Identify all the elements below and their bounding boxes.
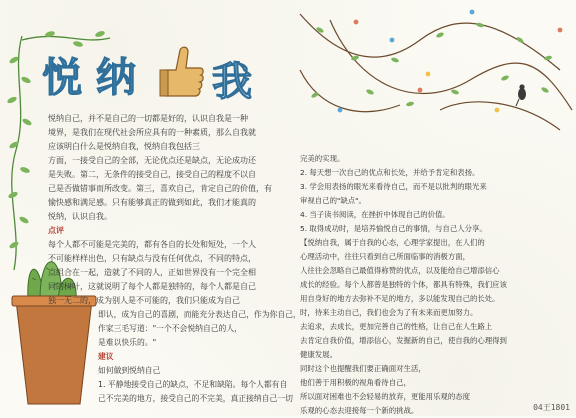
text-line: 悦纳，认识自我。: [48, 212, 112, 221]
text-line: 方面，一接受自己的全部，无论优点还是缺点，无论成功还: [48, 156, 256, 165]
text-line: 去肯定自我价值，增添信心，发掘新的自己，使自我的心理得到: [300, 336, 507, 345]
text-line: 1. 平静地接受自己的缺点，不足和缺陷。每个人都有自: [98, 380, 288, 389]
text-line: 是难以快乐的。": [98, 338, 157, 347]
text-line: 是失败。第二，无条件的接受自己，接受自己的程度不以自: [48, 170, 256, 179]
title-char-1: 悦: [42, 54, 84, 101]
text-line: 用自身好的地方去弥补不足的地方，多以能发现自己的长处。: [300, 294, 500, 303]
text-line: 他们善于用积极的视角看待自己，: [300, 378, 411, 387]
thumbs-up-icon: [156, 44, 206, 106]
text-line: 所以面对困难也不会轻易的放弃，更能用乐观的态度: [300, 392, 470, 401]
text-line: 4. 当子读书阅读，在挫折中体现自己的价值。: [300, 210, 450, 219]
text-line: 每个人都不可能是完美的，都有各自的长处和短处，一个人: [48, 240, 256, 249]
text-line: 同的树叶，这就说明了每个人都是独特的，每个人都是自己: [48, 282, 256, 291]
text-line: 人往往会忽略自己最值得称赞的优点，以及能给自己增添信心: [300, 266, 500, 275]
text-line: 即认，成为自己的喜剧，而能充分表达自己，作为你自己，: [98, 310, 301, 319]
text-line: 完美的实现。: [300, 154, 345, 163]
text-line: 境界，是我们在现代社会所应具有的一种素质，那么自我就: [48, 128, 256, 137]
text-line: 如何做到悦纳自己: [98, 366, 161, 375]
text-line: 心理活动中，往往只看到自己所面临事的消极方面，: [300, 252, 470, 261]
text-line: 己不完美的地方，接受自己的不完美，真正接纳自己一切: [98, 394, 293, 403]
text-line: 时，待来主动自己，我们也会为了有未来而更加努力。: [300, 308, 478, 317]
text-line: 应该明白什么是悦纳自我，悦纳自我包括三: [48, 142, 200, 151]
bird-icon: [516, 84, 526, 106]
text-line: 作家三毛写道："一个不会悦纳自己的人，: [98, 324, 242, 333]
text-line: 愉快感和满足感。只有能够真正的做到如此，我们才能真的: [48, 198, 256, 207]
signature: 04王1801: [533, 403, 570, 412]
left-column-text: [48, 112, 272, 308]
text-line: 乐观的心态去迎接每一个新的挑战。: [300, 406, 419, 415]
middle-column-text: [98, 308, 301, 406]
text-line: 建议: [98, 352, 114, 361]
text-line: 2. 每天想一次自己的优点和长处，并给予肯定和表扬。: [300, 168, 480, 177]
text-line: 【悦纳自我，属于自我的心态，心理学家提出，在人们的: [300, 238, 485, 247]
text-line: 己是否做错事而所改变。第三，喜欢自己，肯定自己的价值，有: [48, 184, 272, 193]
text-line: 点评: [48, 226, 64, 235]
text-line: 去追求，去成长，更加完善自己的性格，让自己在人生路上: [300, 322, 493, 331]
text-line: 5. 取得成功时，是培养愉悦自己的事情，与自己人分享。: [300, 224, 487, 233]
poster-title: [42, 42, 282, 104]
text-line: 不可能样样出色，只有缺点与没有任何优点，不同的特点，: [48, 254, 256, 263]
text-line: 同时这个也提醒我们要正确面对生活，: [300, 364, 426, 373]
text-line: 3. 学会用表扬的眼光来看待自己，而不是以批判的眼光来: [300, 182, 487, 191]
title-char-2: 纳: [96, 54, 138, 101]
text-line: 悦纳自己，并不是自己的一切都是好的，认识自我是一种: [48, 114, 248, 123]
text-line: 健康发展。: [300, 350, 337, 359]
text-line: 成长的经验。每个人都曾是独特的个体，都具有特殊，我们应该: [300, 280, 507, 289]
title-char-3: 我: [212, 58, 254, 105]
text-line: 点组合在一起，造就了不同的人，正如世界没有一个完全相: [48, 268, 256, 277]
text-line: 审视自己的"缺点"。: [300, 196, 366, 205]
text-line: 独一无二的，成为别人是不可能的，我们只能成为自己: [48, 296, 240, 305]
right-column-text: [300, 152, 507, 418]
